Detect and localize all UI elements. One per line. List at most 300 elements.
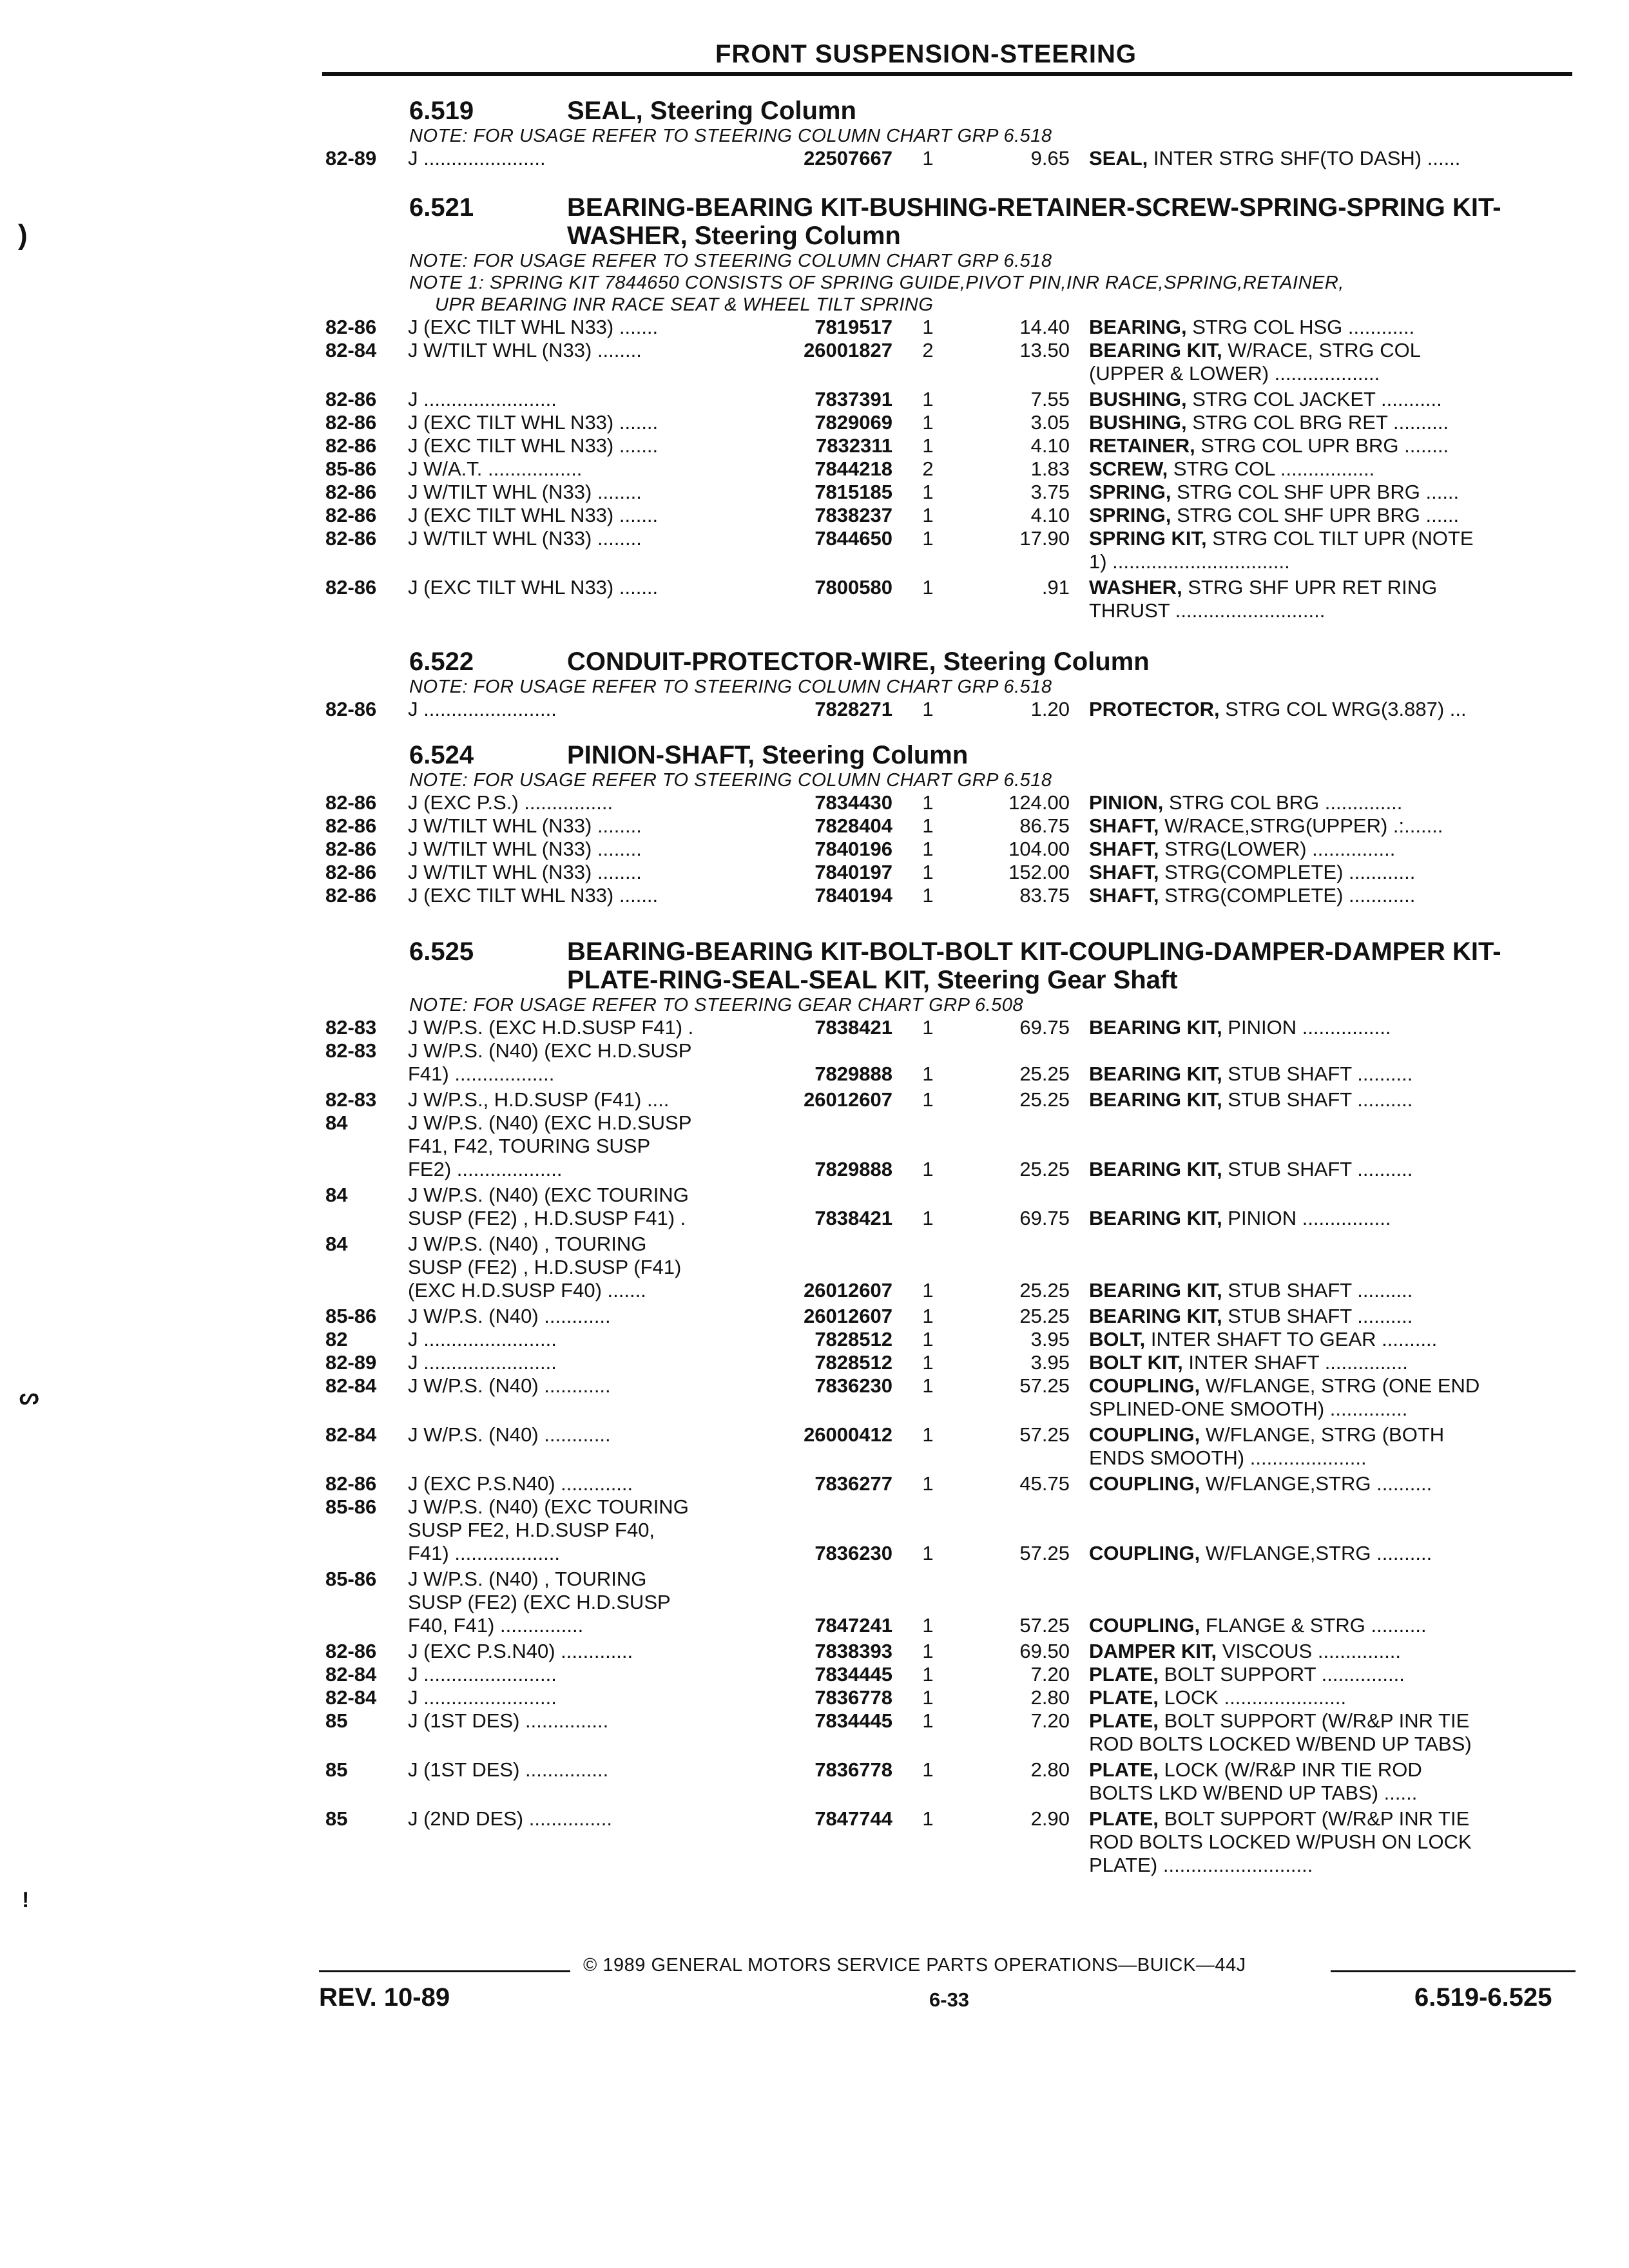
description <box>1089 576 1572 622</box>
description-text: STRG COL BRG .............. <box>1163 791 1403 814</box>
section-heading <box>325 937 1572 994</box>
model-years: 85 <box>325 1709 348 1732</box>
price: 3.95 <box>1030 1328 1070 1350</box>
price: 14.40 <box>1019 316 1070 338</box>
usage: J (EXC P.S.) ................ <box>408 791 613 814</box>
description <box>1089 1614 1572 1637</box>
price: .91 <box>1041 576 1070 599</box>
description-text: LOCK (W/R&P INR TIE ROD BOLTS LKD W/BEND UP TABS) ...... <box>1089 1758 1422 1804</box>
description-name: WASHER, <box>1089 576 1182 599</box>
quantity: 1 <box>922 576 934 599</box>
description-name: SPRING KIT, <box>1089 527 1207 550</box>
description-text: STRG(COMPLETE) ............ <box>1159 861 1416 883</box>
description <box>1089 147 1572 170</box>
description <box>1089 861 1572 884</box>
part-number: 7834445 <box>815 1709 892 1732</box>
parts-row <box>325 339 1572 388</box>
usage: J W/P.S. (N40) (EXC H.D.SUSP F41, F42, TOURING SUSP FE2) ................... <box>408 1111 692 1180</box>
footer-revision: REV. 10-89 <box>319 1983 450 2012</box>
description <box>1089 1423 1572 1470</box>
page-header-title: FRONT SUSPENSION-STEERING <box>715 40 1137 68</box>
part-number: 7829888 <box>815 1062 892 1085</box>
section-number: 6.524 <box>409 741 474 769</box>
part-number: 7828512 <box>815 1351 892 1374</box>
model-years: 82-86 <box>325 1640 377 1662</box>
quantity: 1 <box>922 1088 934 1111</box>
description <box>1089 1158 1572 1181</box>
part-number: 22507667 <box>804 147 892 169</box>
price: 3.75 <box>1030 481 1070 503</box>
parts-row <box>325 1233 1572 1305</box>
section-note: NOTE: FOR USAGE REFER TO STEERING GEAR CHART GRP 6.508 <box>409 995 1024 1015</box>
usage: J W/P.S. (N40) , TOURING SUSP (FE2) (EXC H.D.SUSP F40, F41) ............... <box>408 1568 671 1637</box>
part-number: 7837391 <box>815 388 892 410</box>
description-name: PLATE, <box>1089 1686 1159 1709</box>
part-number: 26001827 <box>804 339 892 361</box>
usage: J (EXC TILT WHL N33) ....... <box>408 434 659 457</box>
usage: J W/P.S., H.D.SUSP (F41) .... <box>408 1088 670 1111</box>
usage: J ........................ <box>408 1686 557 1709</box>
section-note: NOTE 1: SPRING KIT 7844650 CONSISTS OF SPRING GUIDE,PIVOT PIN,INR RACE,SPRING,RETAINER, <box>409 273 1344 293</box>
description-text: STRG COL UPR BRG ........ <box>1195 434 1449 457</box>
parts-row <box>325 1039 1572 1088</box>
part-number: 7847241 <box>815 1614 892 1637</box>
description-text: STRG COL SHF UPR BRG ...... <box>1171 504 1460 526</box>
usage: J (EXC TILT WHL N33) ....... <box>408 411 659 434</box>
description-text: VISCOUS ............... <box>1217 1640 1402 1662</box>
description-name: BOLT, <box>1089 1328 1146 1350</box>
section-number: 6.521 <box>409 193 474 222</box>
description-text: STRG COL TILT UPR (NOTE 1) ................................ <box>1089 527 1474 573</box>
description-text: PINION ................ <box>1222 1207 1391 1229</box>
description <box>1089 1542 1572 1565</box>
description-name: PLATE, <box>1089 1663 1159 1686</box>
description-name: COUPLING, <box>1089 1374 1200 1397</box>
usage: J (2ND DES) ............... <box>408 1807 612 1830</box>
quantity: 1 <box>922 1614 934 1637</box>
description <box>1089 481 1572 504</box>
description-text: STUB SHAFT .......... <box>1222 1279 1413 1302</box>
parts-row <box>325 1351 1572 1374</box>
description-name: BEARING KIT, <box>1089 1016 1222 1039</box>
price: 25.25 <box>1019 1279 1070 1302</box>
quantity: 1 <box>922 1423 934 1446</box>
section-note: UPR BEARING INR RACE SEAT & WHEEL TILT SPRING <box>435 294 934 315</box>
part-number: 7844218 <box>815 457 892 480</box>
price: 57.25 <box>1019 1614 1070 1637</box>
description-name: PINION, <box>1089 791 1164 814</box>
description-text: W/FLANGE,STRG .......... <box>1200 1542 1432 1564</box>
description <box>1089 388 1572 411</box>
description-text: STUB SHAFT .......... <box>1222 1088 1413 1111</box>
price: 25.25 <box>1019 1158 1070 1180</box>
quantity: 1 <box>922 411 934 434</box>
usage: J (1ST DES) ............... <box>408 1758 609 1781</box>
description-text: STRG(LOWER) ............... <box>1159 838 1396 860</box>
quantity: 1 <box>922 1686 934 1709</box>
description <box>1089 884 1572 907</box>
usage: J (EXC P.S.N40) ............. <box>408 1640 633 1662</box>
quantity: 1 <box>922 1807 934 1830</box>
description-name: SPRING, <box>1089 481 1171 503</box>
usage: J W/P.S. (N40) , TOURING SUSP (FE2) , H.D.SUSP (F41) (EXC H.D.SUSP F40) ....... <box>408 1233 682 1302</box>
model-years: 82-86 <box>325 884 377 907</box>
parts-row <box>325 434 1572 457</box>
price: 7.55 <box>1030 388 1070 410</box>
price: 9.65 <box>1030 147 1070 169</box>
description <box>1089 504 1572 527</box>
price: 57.25 <box>1019 1374 1070 1397</box>
model-years: 82-86 <box>325 504 377 526</box>
model-years: 82-86 <box>325 861 377 883</box>
description-name: PLATE, <box>1089 1758 1159 1781</box>
part-number: 26012607 <box>804 1279 892 1302</box>
description-text: BOLT SUPPORT (W/R&P INR TIE ROD BOLTS LOCKED W/PUSH ON LOCK PLATE) ........................... <box>1089 1807 1472 1876</box>
quantity: 1 <box>922 1640 934 1662</box>
quantity: 1 <box>922 1062 934 1085</box>
description-name: BEARING KIT, <box>1089 1088 1222 1111</box>
parts-row <box>325 388 1572 411</box>
part-number: 7828271 <box>815 698 892 720</box>
model-years: 82-86 <box>325 527 377 550</box>
part-number: 7844650 <box>815 527 892 550</box>
part-number: 7838421 <box>815 1207 892 1229</box>
parts-row <box>325 1328 1572 1351</box>
description-text: BOLT SUPPORT (W/R&P INR TIE ROD BOLTS LOCKED W/BEND UP TABS) <box>1089 1709 1472 1755</box>
description-text: W/FLANGE, STRG (BOTH ENDS SMOOTH) ..................... <box>1089 1423 1445 1469</box>
quantity: 1 <box>922 814 934 837</box>
usage: J ........................ <box>408 1328 557 1350</box>
description-name: BOLT KIT, <box>1089 1351 1183 1374</box>
part-number: 7834430 <box>815 791 892 814</box>
parts-row <box>325 1640 1572 1663</box>
part-number: 7838393 <box>815 1640 892 1662</box>
quantity: 1 <box>922 1158 934 1180</box>
usage: J W/P.S. (N40) (EXC TOURING SUSP (FE2) , H.D.SUSP F41) . <box>408 1184 689 1229</box>
quantity: 1 <box>922 1663 934 1686</box>
price: 3.95 <box>1030 1351 1070 1374</box>
part-number: 7836230 <box>815 1542 892 1564</box>
model-years: 82-83 <box>325 1016 377 1039</box>
description <box>1089 1062 1572 1086</box>
parts-row <box>325 884 1572 907</box>
part-number: 7828404 <box>815 814 892 837</box>
margin-mark: ! <box>22 1888 30 1912</box>
usage: J (EXC P.S.N40) ............. <box>408 1472 633 1495</box>
description-name: BEARING KIT, <box>1089 1062 1222 1085</box>
description-name: COUPLING, <box>1089 1542 1200 1564</box>
part-number: 26012607 <box>804 1305 892 1327</box>
description-text: PINION ................ <box>1222 1016 1391 1039</box>
parts-row <box>325 481 1572 504</box>
description-name: SCREW, <box>1089 457 1168 480</box>
description-text: LOCK ...................... <box>1158 1686 1347 1709</box>
parts-row <box>325 1016 1572 1039</box>
usage: J ...................... <box>408 147 546 169</box>
parts-row <box>325 791 1572 814</box>
model-years: 82-86 <box>325 838 377 860</box>
parts-row <box>325 527 1572 576</box>
model-years: 82-86 <box>325 698 377 720</box>
part-number: 7838237 <box>815 504 892 526</box>
description-name: BUSHING, <box>1089 411 1187 434</box>
parts-row <box>325 1495 1572 1568</box>
usage: J (EXC TILT WHL N33) ....... <box>408 316 659 338</box>
part-number: 7838421 <box>815 1016 892 1039</box>
price: 4.10 <box>1030 434 1070 457</box>
description-name: BEARING KIT, <box>1089 1158 1222 1180</box>
description-text: STRG SHF UPR RET RING THRUST ........................... <box>1089 576 1438 622</box>
quantity: 1 <box>922 1472 934 1495</box>
usage: J W/P.S. (N40) ............ <box>408 1305 611 1327</box>
price: 45.75 <box>1019 1472 1070 1495</box>
description-text: STUB SHAFT .......... <box>1222 1158 1413 1180</box>
model-years: 84 <box>325 1111 348 1134</box>
footer-rule-right <box>1331 1970 1576 1972</box>
model-years: 82-86 <box>325 411 377 434</box>
usage: J W/P.S. (N40) ............ <box>408 1374 611 1397</box>
part-number: 7828512 <box>815 1328 892 1350</box>
description-name: COUPLING, <box>1089 1423 1200 1446</box>
parts-row <box>325 457 1572 481</box>
footer-rule-left <box>319 1970 570 1972</box>
description-text: STRG COL JACKET ........... <box>1186 388 1442 410</box>
parts-row <box>325 1686 1572 1709</box>
usage: J W/A.T. ................. <box>408 457 583 480</box>
part-number: 7847744 <box>815 1807 892 1830</box>
part-number: 7815185 <box>815 481 892 503</box>
price: 25.25 <box>1019 1305 1070 1327</box>
description <box>1089 1305 1572 1328</box>
description <box>1089 838 1572 861</box>
parts-row <box>325 861 1572 884</box>
section-title: BEARING-BEARING KIT-BUSHING-RETAINER-SCREW-SPRING-SPRING KIT-WASHER, Steering Column <box>567 193 1501 250</box>
price: 4.10 <box>1030 504 1070 526</box>
model-years: 85-86 <box>325 1568 377 1590</box>
price: 1.83 <box>1030 457 1070 480</box>
section-number: 6.519 <box>409 97 474 125</box>
description-text: INTER SHAFT ............... <box>1182 1351 1408 1374</box>
footer-page-number: 6-33 <box>929 1988 970 2011</box>
part-number: 7836778 <box>815 1686 892 1709</box>
model-years: 82-84 <box>325 1374 377 1397</box>
description <box>1089 1088 1572 1111</box>
model-years: 82-83 <box>325 1088 377 1111</box>
parts-row <box>325 316 1572 339</box>
description-name: SHAFT, <box>1089 838 1159 860</box>
description-text: STUB SHAFT .......... <box>1222 1305 1413 1327</box>
catalog-section <box>325 937 1572 1879</box>
description <box>1089 1686 1572 1709</box>
description-text: STRG COL WRG(3.887) ... <box>1219 698 1467 720</box>
parts-row <box>325 1472 1572 1495</box>
part-number: 26000412 <box>804 1423 892 1446</box>
parts-row <box>325 1807 1572 1879</box>
parts-row <box>325 1305 1572 1328</box>
part-number: 7834445 <box>815 1663 892 1686</box>
usage: J ........................ <box>408 1351 557 1374</box>
model-years: 82-89 <box>325 1351 377 1374</box>
description-name: BEARING KIT, <box>1089 1305 1222 1327</box>
usage: J W/P.S. (N40) ............ <box>408 1423 611 1446</box>
description <box>1089 316 1572 339</box>
description <box>1089 1016 1572 1039</box>
model-years: 85 <box>325 1758 348 1781</box>
price: 7.20 <box>1030 1663 1070 1686</box>
parts-row <box>325 411 1572 434</box>
description-name: PROTECTOR, <box>1089 698 1220 720</box>
description <box>1089 457 1572 481</box>
section-note: NOTE: FOR USAGE REFER TO STEERING COLUMN CHART GRP 6.518 <box>409 677 1052 697</box>
description-name: SEAL, <box>1089 147 1148 169</box>
model-years: 82-84 <box>325 1423 377 1446</box>
usage: J (EXC TILT WHL N33) ....... <box>408 884 659 907</box>
description-text: W/RACE, STRG COL (UPPER & LOWER) ................... <box>1089 339 1421 385</box>
usage: J (1ST DES) ............... <box>408 1709 609 1732</box>
model-years: 82-86 <box>325 481 377 503</box>
description <box>1089 1279 1572 1302</box>
price: 7.20 <box>1030 1709 1070 1732</box>
model-years: 82-86 <box>325 576 377 599</box>
description-text: FLANGE & STRG .......... <box>1200 1614 1427 1637</box>
quantity: 1 <box>922 884 934 907</box>
quantity: 1 <box>922 1758 934 1781</box>
usage: J W/TILT WHL (N33) ........ <box>408 339 642 361</box>
price: 1.20 <box>1030 698 1070 720</box>
section-heading <box>325 193 1572 250</box>
price: 57.25 <box>1019 1423 1070 1446</box>
part-number: 7840197 <box>815 861 892 883</box>
description <box>1089 339 1572 385</box>
model-years: 82-83 <box>325 1039 377 1062</box>
description-text: STRG COL BRG RET .......... <box>1186 411 1449 434</box>
model-years: 82-84 <box>325 339 377 361</box>
usage: J W/TILT WHL (N33) ........ <box>408 861 642 883</box>
model-years: 82-84 <box>325 1663 377 1686</box>
usage: J ........................ <box>408 1663 557 1686</box>
description <box>1089 791 1572 814</box>
part-number: 7829069 <box>815 411 892 434</box>
quantity: 1 <box>922 1351 934 1374</box>
quantity: 1 <box>922 1328 934 1350</box>
price: 69.50 <box>1019 1640 1070 1662</box>
parts-row <box>325 1423 1572 1472</box>
description-name: BUSHING, <box>1089 388 1187 410</box>
description <box>1089 434 1572 457</box>
catalog-section <box>325 97 1572 170</box>
description <box>1089 1807 1572 1877</box>
description-name: SHAFT, <box>1089 884 1159 907</box>
price: 25.25 <box>1019 1088 1070 1111</box>
description <box>1089 1328 1572 1351</box>
description-text: STRG(COMPLETE) ............ <box>1159 884 1416 907</box>
part-number: 7829888 <box>815 1158 892 1180</box>
usage: J ........................ <box>408 388 557 410</box>
catalog-section <box>325 648 1572 721</box>
description-text: INTER STRG SHF(TO DASH) ...... <box>1148 147 1461 169</box>
description-text: STRG COL SHF UPR BRG ...... <box>1171 481 1460 503</box>
section-title: BEARING-BEARING KIT-BOLT-BOLT KIT-COUPLING-DAMPER-DAMPER KIT-PLATE-RING-SEAL-SEAL KIT, Steering Gear Shaft <box>567 937 1501 994</box>
quantity: 2 <box>922 339 934 361</box>
quantity: 1 <box>922 388 934 410</box>
parts-row <box>325 1758 1572 1807</box>
quantity: 1 <box>922 147 934 169</box>
quantity: 1 <box>922 316 934 338</box>
description-name: BEARING KIT, <box>1089 339 1222 361</box>
quantity: 1 <box>922 504 934 526</box>
model-years: 85 <box>325 1807 348 1830</box>
model-years: 82-89 <box>325 147 377 169</box>
description-text: W/FLANGE, STRG (ONE END SPLINED-ONE SMOOTH) .............. <box>1089 1374 1480 1420</box>
description <box>1089 1709 1572 1756</box>
model-years: 82 <box>325 1328 348 1350</box>
price: 2.90 <box>1030 1807 1070 1830</box>
price: 13.50 <box>1019 339 1070 361</box>
section-title: PINION-SHAFT, Steering Column <box>567 741 969 769</box>
catalog-section <box>325 741 1572 907</box>
model-years: 82-86 <box>325 316 377 338</box>
quantity: 1 <box>922 481 934 503</box>
usage: J ........................ <box>408 698 557 720</box>
price: 124.00 <box>1008 791 1070 814</box>
quantity: 1 <box>922 434 934 457</box>
part-number: 7800580 <box>815 576 892 599</box>
quantity: 2 <box>922 457 934 480</box>
usage: J W/P.S. (N40) (EXC TOURING SUSP FE2, H.D.SUSP F40, F41) ................... <box>408 1495 689 1564</box>
price: 17.90 <box>1019 527 1070 550</box>
price: 57.25 <box>1019 1542 1070 1564</box>
usage: J (EXC TILT WHL N33) ....... <box>408 504 659 526</box>
model-years: 85-86 <box>325 1305 377 1327</box>
description <box>1089 814 1572 838</box>
parts-row <box>325 504 1572 527</box>
parts-row <box>325 1568 1572 1640</box>
description-name: SHAFT, <box>1089 861 1159 883</box>
section-number: 6.522 <box>409 648 474 676</box>
usage: J (EXC TILT WHL N33) ....... <box>408 576 659 599</box>
margin-mark: ᔕ <box>19 1385 39 1409</box>
quantity: 1 <box>922 1709 934 1732</box>
description-text: W/RACE,STRG(UPPER) .:....... <box>1159 814 1443 837</box>
description-text: STUB SHAFT .......... <box>1222 1062 1413 1085</box>
section-note: NOTE: FOR USAGE REFER TO STEERING COLUMN CHART GRP 6.518 <box>409 126 1052 146</box>
usage: J W/P.S. (N40) (EXC H.D.SUSP F41) .................. <box>408 1039 692 1085</box>
price: 3.05 <box>1030 411 1070 434</box>
description-name: PLATE, <box>1089 1807 1159 1830</box>
description <box>1089 1472 1572 1495</box>
part-number: 7836277 <box>815 1472 892 1495</box>
description <box>1089 1758 1572 1805</box>
model-years: 85-86 <box>325 1495 377 1518</box>
parts-row <box>325 1088 1572 1111</box>
parts-row <box>325 576 1572 625</box>
parts-row <box>325 698 1572 721</box>
model-years: 82-86 <box>325 791 377 814</box>
header-rule <box>322 72 1572 76</box>
parts-row <box>325 814 1572 838</box>
margin-mark: ) <box>18 219 28 251</box>
part-number: 7840196 <box>815 838 892 860</box>
quantity: 1 <box>922 1374 934 1397</box>
description <box>1089 527 1572 573</box>
description-name: BEARING, <box>1089 316 1187 338</box>
quantity: 1 <box>922 861 934 883</box>
description-name: PLATE, <box>1089 1709 1159 1732</box>
usage: J W/TILT WHL (N33) ........ <box>408 838 642 860</box>
quantity: 1 <box>922 1016 934 1039</box>
model-years: 85-86 <box>325 457 377 480</box>
model-years: 84 <box>325 1184 348 1206</box>
